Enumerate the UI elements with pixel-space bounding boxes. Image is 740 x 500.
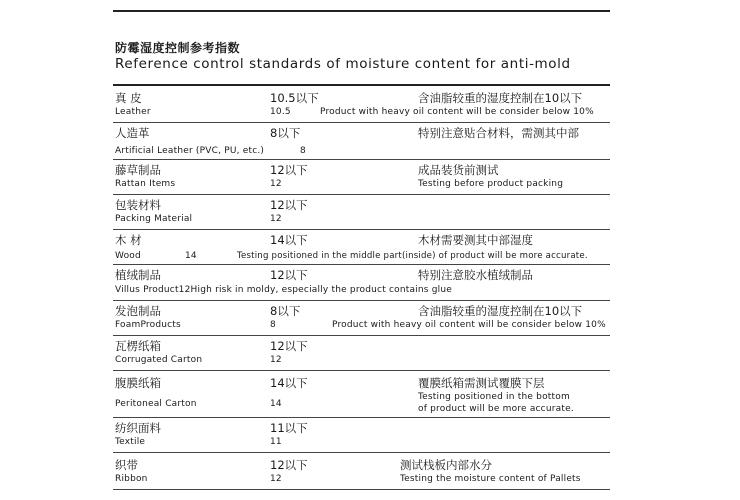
material-name-cn: 植绒制品 (115, 268, 161, 282)
moisture-value-en: 12 (270, 355, 282, 365)
moisture-value-cn: 8以下 (270, 126, 301, 140)
row-divider (113, 229, 610, 230)
moisture-value-en: 12 (270, 179, 282, 189)
note-en: Testing positioned in the middle part(inside) of product will be more accurate. (237, 251, 588, 261)
material-name-en: Leather (115, 107, 151, 117)
row-divider (113, 159, 610, 160)
note-cn: 含油脂较重的湿度控制在10以下 (418, 304, 583, 318)
note-cn: 测试栈板内部水分 (400, 458, 492, 472)
material-name-en: Textile (115, 437, 146, 447)
note-cn: 覆膜纸箱需测试覆膜下层 (418, 376, 545, 390)
moisture-value-en: 10.5 (270, 107, 291, 117)
note-en: Testing before product packing (418, 179, 564, 189)
material-name-en: Villus Product12High risk in moldy, especially the product contains glue (115, 285, 452, 295)
row-divider (113, 370, 610, 371)
moisture-value-cn: 12以下 (270, 163, 308, 177)
row-divider (113, 122, 610, 123)
material-name-cn: 真 皮 (115, 91, 142, 105)
note-en-line2: of product will be more accurate. (418, 404, 574, 414)
note-en: Testing positioned in the bottom (418, 392, 570, 402)
row-divider (113, 335, 610, 336)
material-name-en: Artificial Leather (PVC, PU, etc.) (115, 146, 265, 156)
row-divider (113, 194, 610, 195)
moisture-value-en: 8 (300, 146, 306, 156)
material-name-cn: 藤草制品 (115, 163, 161, 177)
material-name-en: Rattan Items (115, 179, 176, 189)
moisture-value-en: 12 (270, 474, 282, 484)
material-name-cn: 织带 (115, 458, 138, 472)
material-name-en: Corrugated Carton (115, 355, 203, 365)
row-divider (113, 452, 610, 453)
material-name-cn: 人造革 (115, 126, 150, 140)
note-cn: 含油脂较重的湿度控制在10以下 (418, 91, 583, 105)
material-name-en: FoamProducts (115, 320, 181, 330)
material-name-en: Wood (115, 251, 141, 261)
title-chinese: 防霉湿度控制参考指数 (115, 41, 241, 55)
moisture-value-en: 14 (270, 399, 282, 409)
note-en: Testing the moisture content of Pallets (400, 474, 581, 484)
note-cn: 成品装货前测试 (418, 163, 499, 177)
title-english: Reference control standards of moisture content for anti-mold (115, 56, 571, 72)
row-divider (113, 264, 610, 265)
note-cn: 木材需要测其中部湿度 (418, 233, 533, 247)
moisture-value-cn: 8以下 (270, 304, 301, 318)
note-en: Product with heavy oil content will be consider below 10% (320, 107, 594, 117)
moisture-value-cn: 10.5以下 (270, 91, 319, 105)
material-name-cn: 腹膜纸箱 (115, 376, 161, 390)
moisture-value-en: 8 (270, 320, 276, 330)
moisture-value-cn: 12以下 (270, 339, 308, 353)
header-divider (113, 84, 610, 86)
moisture-value-cn: 12以下 (270, 198, 308, 212)
moisture-value-en: 11 (270, 437, 282, 447)
moisture-value-en: 12 (270, 214, 282, 224)
note-cn: 特别注意贴合材料，需测其中部 (418, 126, 579, 140)
material-name-cn: 发泡制品 (115, 304, 161, 318)
moisture-value-cn: 12以下 (270, 458, 308, 472)
moisture-value-cn: 14以下 (270, 376, 308, 390)
material-name-en: Packing Material (115, 214, 193, 224)
material-name-cn: 瓦楞纸箱 (115, 339, 161, 353)
row-divider (113, 300, 610, 301)
row-divider (113, 417, 610, 418)
material-name-en: Peritoneal Carton (115, 399, 197, 409)
moisture-value-en: 14 (185, 251, 197, 261)
material-name-en: Ribbon (115, 474, 148, 484)
moisture-value-cn: 14以下 (270, 233, 308, 247)
moisture-value-cn: 11以下 (270, 421, 308, 435)
note-cn: 特别注意胶水植绒制品 (418, 268, 533, 282)
material-name-cn: 木 材 (115, 233, 142, 247)
moisture-value-cn: 12以下 (270, 268, 308, 282)
row-divider (113, 489, 610, 490)
top-border (113, 10, 610, 12)
material-name-cn: 纺织面料 (115, 421, 161, 435)
material-name-cn: 包装材料 (115, 198, 161, 212)
note-en: Product with heavy oil content will be consider below 10% (332, 320, 606, 330)
